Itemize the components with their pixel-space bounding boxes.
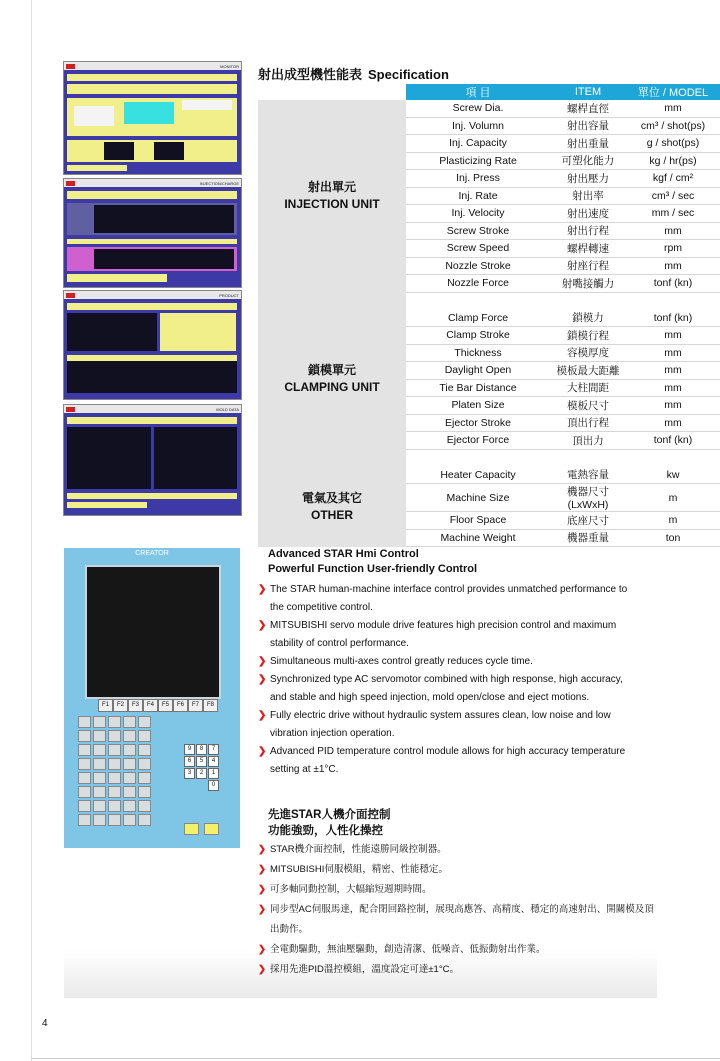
spec-header-row [258, 84, 720, 100]
panel-key[interactable] [138, 730, 151, 742]
spec-unit: mm [626, 362, 720, 380]
device-brand: CREATOR [135, 550, 169, 557]
panel-key[interactable] [123, 800, 136, 812]
page-number: 4 [42, 1018, 48, 1029]
spec-item-en: Machine Weight [406, 529, 550, 547]
screenshot-injection [63, 178, 242, 288]
panel-key[interactable] [78, 772, 91, 784]
feature-text: MITSUBISHI伺服模組，精密、性能穩定。 [270, 864, 448, 875]
feature-text: Synchronized type AC servomotor combined with high response, high accuracy, and stable and high speed injection, mold open/close and eject motions. [270, 674, 623, 703]
chevron-right-icon: ❯ [258, 620, 267, 631]
spec-item-en: Floor Space [406, 512, 550, 530]
spec-item-en: Clamp Force [406, 310, 550, 327]
spec-unit: m [626, 484, 720, 512]
spec-item-en: Clamp Stroke [406, 327, 550, 345]
numpad-key[interactable]: 3 [184, 768, 195, 779]
chevron-right-icon: ❯ [258, 904, 266, 915]
spec-item-en: Heater Capacity [406, 467, 550, 484]
spec-item-zh: 電熱容量 [550, 467, 626, 484]
function-key[interactable]: F8 [203, 699, 218, 712]
spec-unit: m [626, 512, 720, 530]
feature-item [258, 743, 628, 779]
panel-key[interactable] [108, 730, 121, 742]
numpad-key[interactable]: 0 [208, 780, 219, 791]
spec-row [258, 467, 720, 484]
spec-item-zh: 射嘴接觸力 [550, 275, 626, 293]
spec-unit: mm [626, 344, 720, 362]
spec-item-zh: 射出壓力 [550, 170, 626, 188]
panel-key[interactable] [138, 800, 151, 812]
panel-key[interactable] [93, 772, 106, 784]
screenshot-product [63, 290, 242, 400]
panel-key[interactable] [78, 744, 91, 756]
panel-key[interactable] [138, 786, 151, 798]
numpad-key[interactable]: 1 [208, 768, 219, 779]
spec-item-en: Inj. Press [406, 170, 550, 188]
feature-text: 可多軸同動控制，大幅縮短週期時間。 [270, 884, 432, 895]
features-heading-2: Powerful Function User-friendly Control [268, 563, 478, 575]
panel-key[interactable] [108, 786, 121, 798]
spec-unit: tonf (kn) [626, 275, 720, 293]
spec-table [258, 84, 720, 547]
chevron-right-icon: ❯ [258, 864, 266, 875]
spec-item-en: Screw Dia. [406, 100, 550, 117]
numpad-key[interactable]: 2 [196, 768, 207, 779]
feature-text: The STAR human-machine interface control provides unmatched performance to the competitive control. [270, 584, 628, 613]
spec-item-en: Inj. Volumn [406, 117, 550, 135]
spec-group-name-zh: 射出單元 [307, 180, 356, 194]
spec-unit: mm [626, 222, 720, 240]
spec-item-zh: 容模厚度 [550, 344, 626, 362]
spec-item-zh: 大柱間距 [550, 379, 626, 397]
panel-key[interactable] [93, 786, 106, 798]
spec-item-zh: 射出重量 [550, 135, 626, 153]
spec-group-gap [258, 449, 720, 467]
header-unit: 單位 / MODEL [626, 84, 720, 100]
panel-key[interactable] [138, 758, 151, 770]
spec-item-zh: 頂出行程 [550, 414, 626, 432]
panel-key[interactable] [108, 744, 121, 756]
panel-key[interactable] [78, 730, 91, 742]
spec-item-zh: 機器重量 [550, 529, 626, 547]
spec-group-label [258, 310, 406, 450]
chevron-right-icon: ❯ [258, 656, 267, 667]
screen-tag: INJECTION/CHARGE [199, 180, 239, 186]
function-key[interactable]: F1 [98, 699, 113, 712]
spec-item-zh: 機器尺寸(LxWxH) [550, 484, 626, 512]
spec-unit: mm [626, 379, 720, 397]
function-key[interactable]: F2 [113, 699, 128, 712]
panel-key[interactable] [123, 814, 136, 826]
spec-group-label [258, 100, 406, 292]
spec-unit: kgf / cm² [626, 170, 720, 188]
screen-tag: MOLD DATA [216, 406, 239, 412]
spec-unit: g / shot(ps) [626, 135, 720, 153]
spec-unit: ton [626, 529, 720, 547]
spec-item-en: Machine Size [406, 484, 550, 512]
function-key[interactable]: F7 [188, 699, 203, 712]
spec-group-name-zh: 電氣及其它 [301, 490, 362, 505]
spec-item-zh: 螺桿轉速 [550, 240, 626, 258]
spec-item-en: Inj. Capacity [406, 135, 550, 153]
feature-text: Advanced PID temperature control module allows for high accuracy temperature setting at ±1°C. [270, 746, 626, 775]
spec-item-zh: 射出率 [550, 187, 626, 205]
spec-item-en: Nozzle Stroke [406, 257, 550, 275]
spec-item-en: Screw Speed [406, 240, 550, 258]
panel-key[interactable] [93, 814, 106, 826]
spec-item-zh: 鎖模行程 [550, 327, 626, 345]
page-left-rule [31, 0, 32, 1061]
header-item: 項 目 [406, 84, 550, 100]
spec-item-zh: 鎖模力 [550, 310, 626, 327]
panel-key[interactable] [123, 744, 136, 756]
panel-key[interactable] [123, 730, 136, 742]
feature-item [258, 707, 628, 743]
feature-text: Fully electric drive without hydraulic system assures clean, low noise and low vibration injection operation. [270, 710, 611, 739]
chevron-right-icon: ❯ [258, 944, 266, 955]
controller-panel-image [64, 548, 240, 848]
numpad-key[interactable]: 4 [208, 756, 219, 767]
feature-text: 同步型AC伺服馬達，配合閉回路控制，展現高應答、高精度、穩定的高速射出、開關模及頂出動作。 [270, 904, 654, 935]
spec-item-en: Ejector Stroke [406, 414, 550, 432]
feature-text: STAR機介面控制，性能遠勝同級控制器。 [270, 844, 447, 855]
spec-item-en: Inj. Rate [406, 187, 550, 205]
feature-item [258, 671, 628, 707]
panel-key[interactable] [108, 772, 121, 784]
panel-key[interactable] [78, 800, 91, 812]
spec-unit: cm³ / shot(ps) [626, 117, 720, 135]
panel-key[interactable] [78, 758, 91, 770]
spec-unit: tonf (kn) [626, 432, 720, 450]
panel-key[interactable] [78, 716, 91, 728]
feature-text: MITSUBISHI servo module drive features high precision control and maximum stability of control performance. [270, 620, 617, 649]
spec-item-en: Ejector Force [406, 432, 550, 450]
features-heading-1: Advanced STAR Hmi Control [268, 548, 419, 560]
enter-key[interactable] [184, 823, 199, 835]
feature-item [258, 617, 628, 653]
feature-item [258, 860, 658, 880]
spec-item-en: Screw Stroke [406, 222, 550, 240]
chevron-right-icon: ❯ [258, 584, 267, 595]
spec-unit: mm [626, 100, 720, 117]
panel-key[interactable] [108, 716, 121, 728]
function-key[interactable]: F5 [158, 699, 173, 712]
panel-key[interactable] [93, 758, 106, 770]
panel-key[interactable] [123, 772, 136, 784]
feature-item [258, 960, 658, 980]
chevron-right-icon: ❯ [258, 884, 266, 895]
spec-group-label [258, 467, 406, 547]
spec-item-en: Plasticizing Rate [406, 152, 550, 170]
chevron-right-icon: ❯ [258, 674, 267, 685]
screenshot-mold-data [63, 404, 242, 516]
spec-item-zh: 底座尺寸 [550, 512, 626, 530]
panel-key[interactable] [93, 744, 106, 756]
spec-item-zh: 射出速度 [550, 205, 626, 223]
spec-unit: mm [626, 414, 720, 432]
features-list-zh [258, 840, 658, 980]
numpad-key[interactable]: 8 [196, 744, 207, 755]
feature-item [258, 581, 628, 617]
spec-item-zh: 射出容量 [550, 117, 626, 135]
spec-item-zh: 模板尺寸 [550, 397, 626, 415]
spec-title [258, 64, 449, 83]
panel-key[interactable] [123, 716, 136, 728]
page-bottom-rule [31, 1058, 720, 1059]
panel-key[interactable] [138, 814, 151, 826]
spec-title-zh: 射出成型機性能表 [258, 67, 363, 82]
spec-item-zh: 模板最大距離 [550, 362, 626, 380]
numpad-key[interactable]: 9 [184, 744, 195, 755]
numpad-key[interactable]: 6 [184, 756, 195, 767]
spec-unit: rpm [626, 240, 720, 258]
feature-item [258, 940, 658, 960]
chevron-right-icon: ❯ [258, 844, 266, 855]
spec-unit: mm [626, 397, 720, 415]
features-zh-heading-1: 先進STAR人機介面控制 [268, 809, 391, 821]
spec-item-zh: 射出行程 [550, 222, 626, 240]
spec-item-zh: 頂出力 [550, 432, 626, 450]
spec-item-en: Inj. Velocity [406, 205, 550, 223]
chevron-right-icon: ❯ [258, 710, 267, 721]
spec-unit: cm³ / sec [626, 187, 720, 205]
panel-key[interactable] [93, 716, 106, 728]
spec-title-en: Specification [368, 67, 449, 82]
spec-unit: mm / sec [626, 205, 720, 223]
screen-tag: PRODUCT [219, 292, 239, 298]
spec-item-en: Thickness [406, 344, 550, 362]
feature-text: 全電動驅動，無油壓驅動，創造清潔、低噪音、低振動射出作業。 [270, 944, 546, 955]
spec-unit: kg / hr(ps) [626, 152, 720, 170]
spec-item-zh: 可塑化能力 [550, 152, 626, 170]
spec-group-name-en: INJECTION UNIT [284, 197, 380, 211]
enter-key[interactable] [204, 823, 219, 835]
function-key[interactable]: F3 [128, 699, 143, 712]
spec-item-en: Platen Size [406, 397, 550, 415]
feature-item [258, 653, 628, 671]
panel-key[interactable] [123, 758, 136, 770]
function-key[interactable]: F4 [143, 699, 158, 712]
numpad-key[interactable]: 5 [196, 756, 207, 767]
spec-row [258, 310, 720, 327]
spec-unit: mm [626, 327, 720, 345]
controller-screen [85, 565, 221, 699]
feature-text: 採用先進PID溫控模組，溫度設定可達±1°C。 [270, 964, 459, 975]
feature-item [258, 900, 658, 940]
spec-row [258, 100, 720, 117]
spec-item-en: Nozzle Force [406, 275, 550, 293]
header-item-en: ITEM [550, 84, 626, 100]
spec-unit: mm [626, 257, 720, 275]
panel-key[interactable] [108, 814, 121, 826]
spec-group-gap [258, 292, 720, 310]
panel-key[interactable] [138, 772, 151, 784]
spec-item-en: Tie Bar Distance [406, 379, 550, 397]
spec-unit: tonf (kn) [626, 310, 720, 327]
features-zh-heading-2: 功能強勁，人性化操控 [268, 825, 383, 837]
chevron-right-icon: ❯ [258, 746, 267, 757]
panel-key[interactable] [123, 786, 136, 798]
feature-item [258, 880, 658, 900]
features-list-en [258, 581, 628, 779]
panel-key[interactable] [108, 800, 121, 812]
feature-item [258, 840, 658, 860]
spec-unit: kw [626, 467, 720, 484]
panel-key[interactable] [78, 786, 91, 798]
chevron-right-icon: ❯ [258, 964, 266, 975]
panel-key[interactable] [138, 744, 151, 756]
panel-key[interactable] [108, 758, 121, 770]
numpad-key[interactable]: 7 [208, 744, 219, 755]
panel-key[interactable] [138, 716, 151, 728]
spec-group-name-en: OTHER [311, 507, 353, 522]
spec-item-zh: 射座行程 [550, 257, 626, 275]
screen-tag: MONITOR [220, 63, 239, 69]
spec-group-name-en: CLAMPING UNIT [284, 380, 380, 395]
feature-text: Simultaneous multi-axes control greatly reduces cycle time. [270, 656, 533, 667]
spec-group-name-zh: 鎖模單元 [307, 363, 356, 378]
panel-key[interactable] [93, 730, 106, 742]
panel-key[interactable] [93, 800, 106, 812]
function-key[interactable]: F6 [173, 699, 188, 712]
spec-item-en: Daylight Open [406, 362, 550, 380]
screenshot-monitor [63, 61, 242, 175]
panel-key[interactable] [78, 814, 91, 826]
spec-item-zh: 螺桿直徑 [550, 100, 626, 117]
